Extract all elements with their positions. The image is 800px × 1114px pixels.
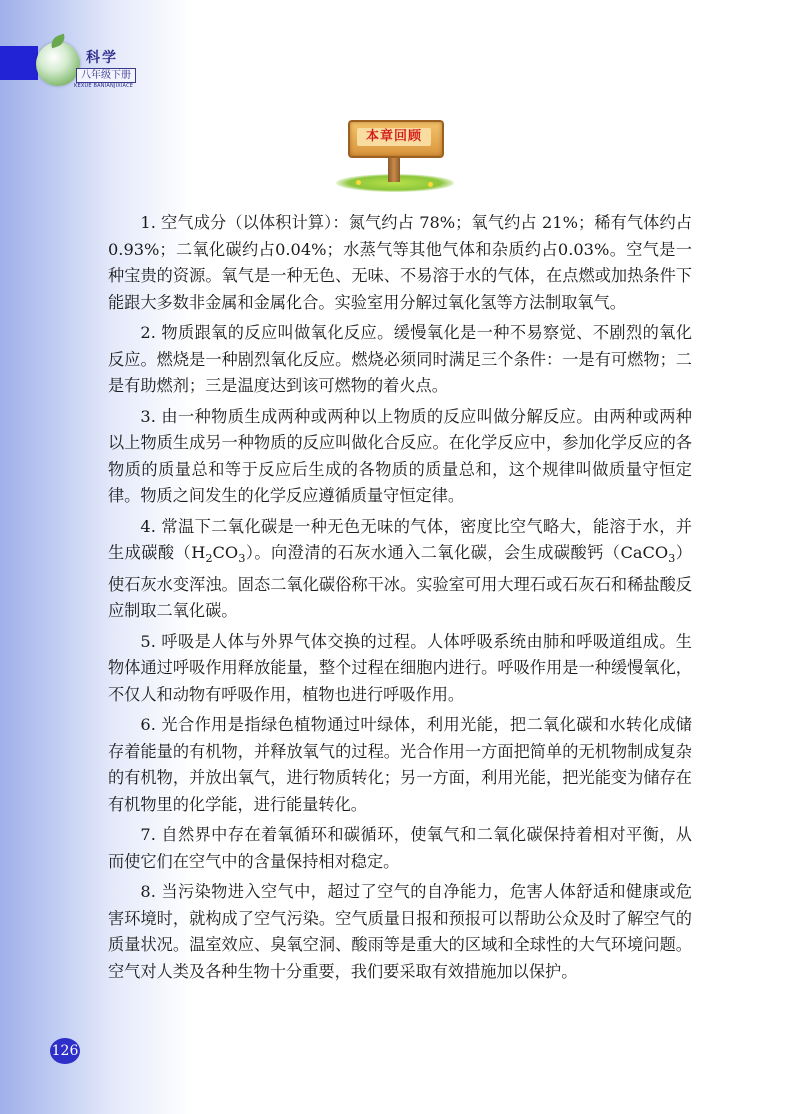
flower-icon <box>428 182 433 187</box>
apple-logo-icon <box>36 42 80 86</box>
book-grade: 八年级下册 <box>76 68 136 83</box>
book-pinyin: KEXUE BANIANJIXIACE <box>74 83 134 89</box>
flower-icon <box>356 180 361 185</box>
paragraph-text: CO <box>212 543 239 562</box>
book-subject: 科学 <box>86 50 118 66</box>
paragraph-text: 4. 常温下二氧化碳是一种无色无味的气体，密度比空气略大，能溶于水，并生成碳酸（H <box>108 516 692 562</box>
review-paragraph-6: 6. 光合作用是指绿色植物通过叶绿体，利用光能，把二氧化碳和水转化成储存着能量的有机物，并释放氧气的过程。光合作用一方面把简单的无机物制成复杂的有机物，并放出氧气，进行物质转化；另一方面，利用光能，把光能变为储存在有机物里的化学能，进行能量转化。 <box>108 715 692 814</box>
signpost-board-inner <box>357 128 431 146</box>
header-blue-bar <box>0 46 38 80</box>
review-paragraph-5: 5. 呼吸是人体与外界气体交换的过程。人体呼吸系统由肺和呼吸道组成。生物体通过呼吸作用释放能量，整个过程在细胞内进行。呼吸作用是一种缓慢氧化，不仅人和动物有呼吸作用，植物也进行呼吸作用。 <box>108 631 692 704</box>
review-paragraph-3: 3. 由一种物质生成两种或两种以上物质的反应叫做分解反应。由两种或两种以上物质生成另一种物质的反应叫做化合反应。在化学反应中，参加化学反应的各物质的质量总和等于反应后生成的各物质的质量总和，这个规律叫做质量守恒定律。物质之间发生的化学反应遵循质量守恒定律。 <box>108 406 692 505</box>
review-paragraph-2: 2. 物质跟氧的反应叫做氧化反应。缓慢氧化是一种不易察觉、不剧烈的氧化反应。燃烧是一种剧烈氧化反应。燃烧必须同时满足三个条件：一是有可燃物；二是有助燃剂；三是温度达到该可燃物的着火点。 <box>108 323 692 395</box>
review-paragraph-7: 7. 自然界中存在着氧循环和碳循环，使氧气和二氧化碳保持着相对平衡，从而使它们在空气中的含量保持相对稳定。 <box>108 825 692 871</box>
review-content <box>108 210 692 989</box>
subscript: 3 <box>668 551 676 566</box>
paragraph-text: ）使石灰水变浑浊。固态二氧化碳俗称干冰。实验室可用大理石或石灰石和稀盐酸反应制取二氧化碳。 <box>108 543 692 621</box>
subscript: 3 <box>238 551 246 566</box>
review-paragraph-1: 1. 空气成分（以体积计算）：氮气约占 78%；氧气约占 21%；稀有气体约占0.93%；二氧化碳约占0.04%；水蒸气等其他气体和杂质约占0.03%。空气是一种宝贵的资源。氧气是一种无色、无味、不易溶于水的气体，在点燃或加热条件下能跟大多数非金属和金属化合。实验室用分解过氧化氢等方法制取氧气。 <box>108 213 692 312</box>
section-title: 本章回顾 <box>365 129 422 144</box>
review-paragraph-4 <box>108 514 692 625</box>
subscript: 2 <box>205 551 213 566</box>
signpost-board <box>348 120 444 158</box>
review-paragraph-8: 8. 当污染物进入空气中，超过了空气的自净能力，危害人体舒适和健康或危害环境时，就构成了空气污染。空气质量日报和预报可以帮助公众及时了解空气的质量状况。温室效应、臭氧空洞、酸雨等是重大的区域和全球性的大气环境问题。空气对人类及各种生物十分重要，我们要采取有效措施加以保护。 <box>108 882 692 981</box>
paragraph-text: ）。向澄清的石灰水通入二氧化碳，会生成碳酸钙（CaCO <box>245 543 669 562</box>
page-number: 126 <box>50 1038 80 1064</box>
chapter-review-signpost <box>330 108 460 198</box>
